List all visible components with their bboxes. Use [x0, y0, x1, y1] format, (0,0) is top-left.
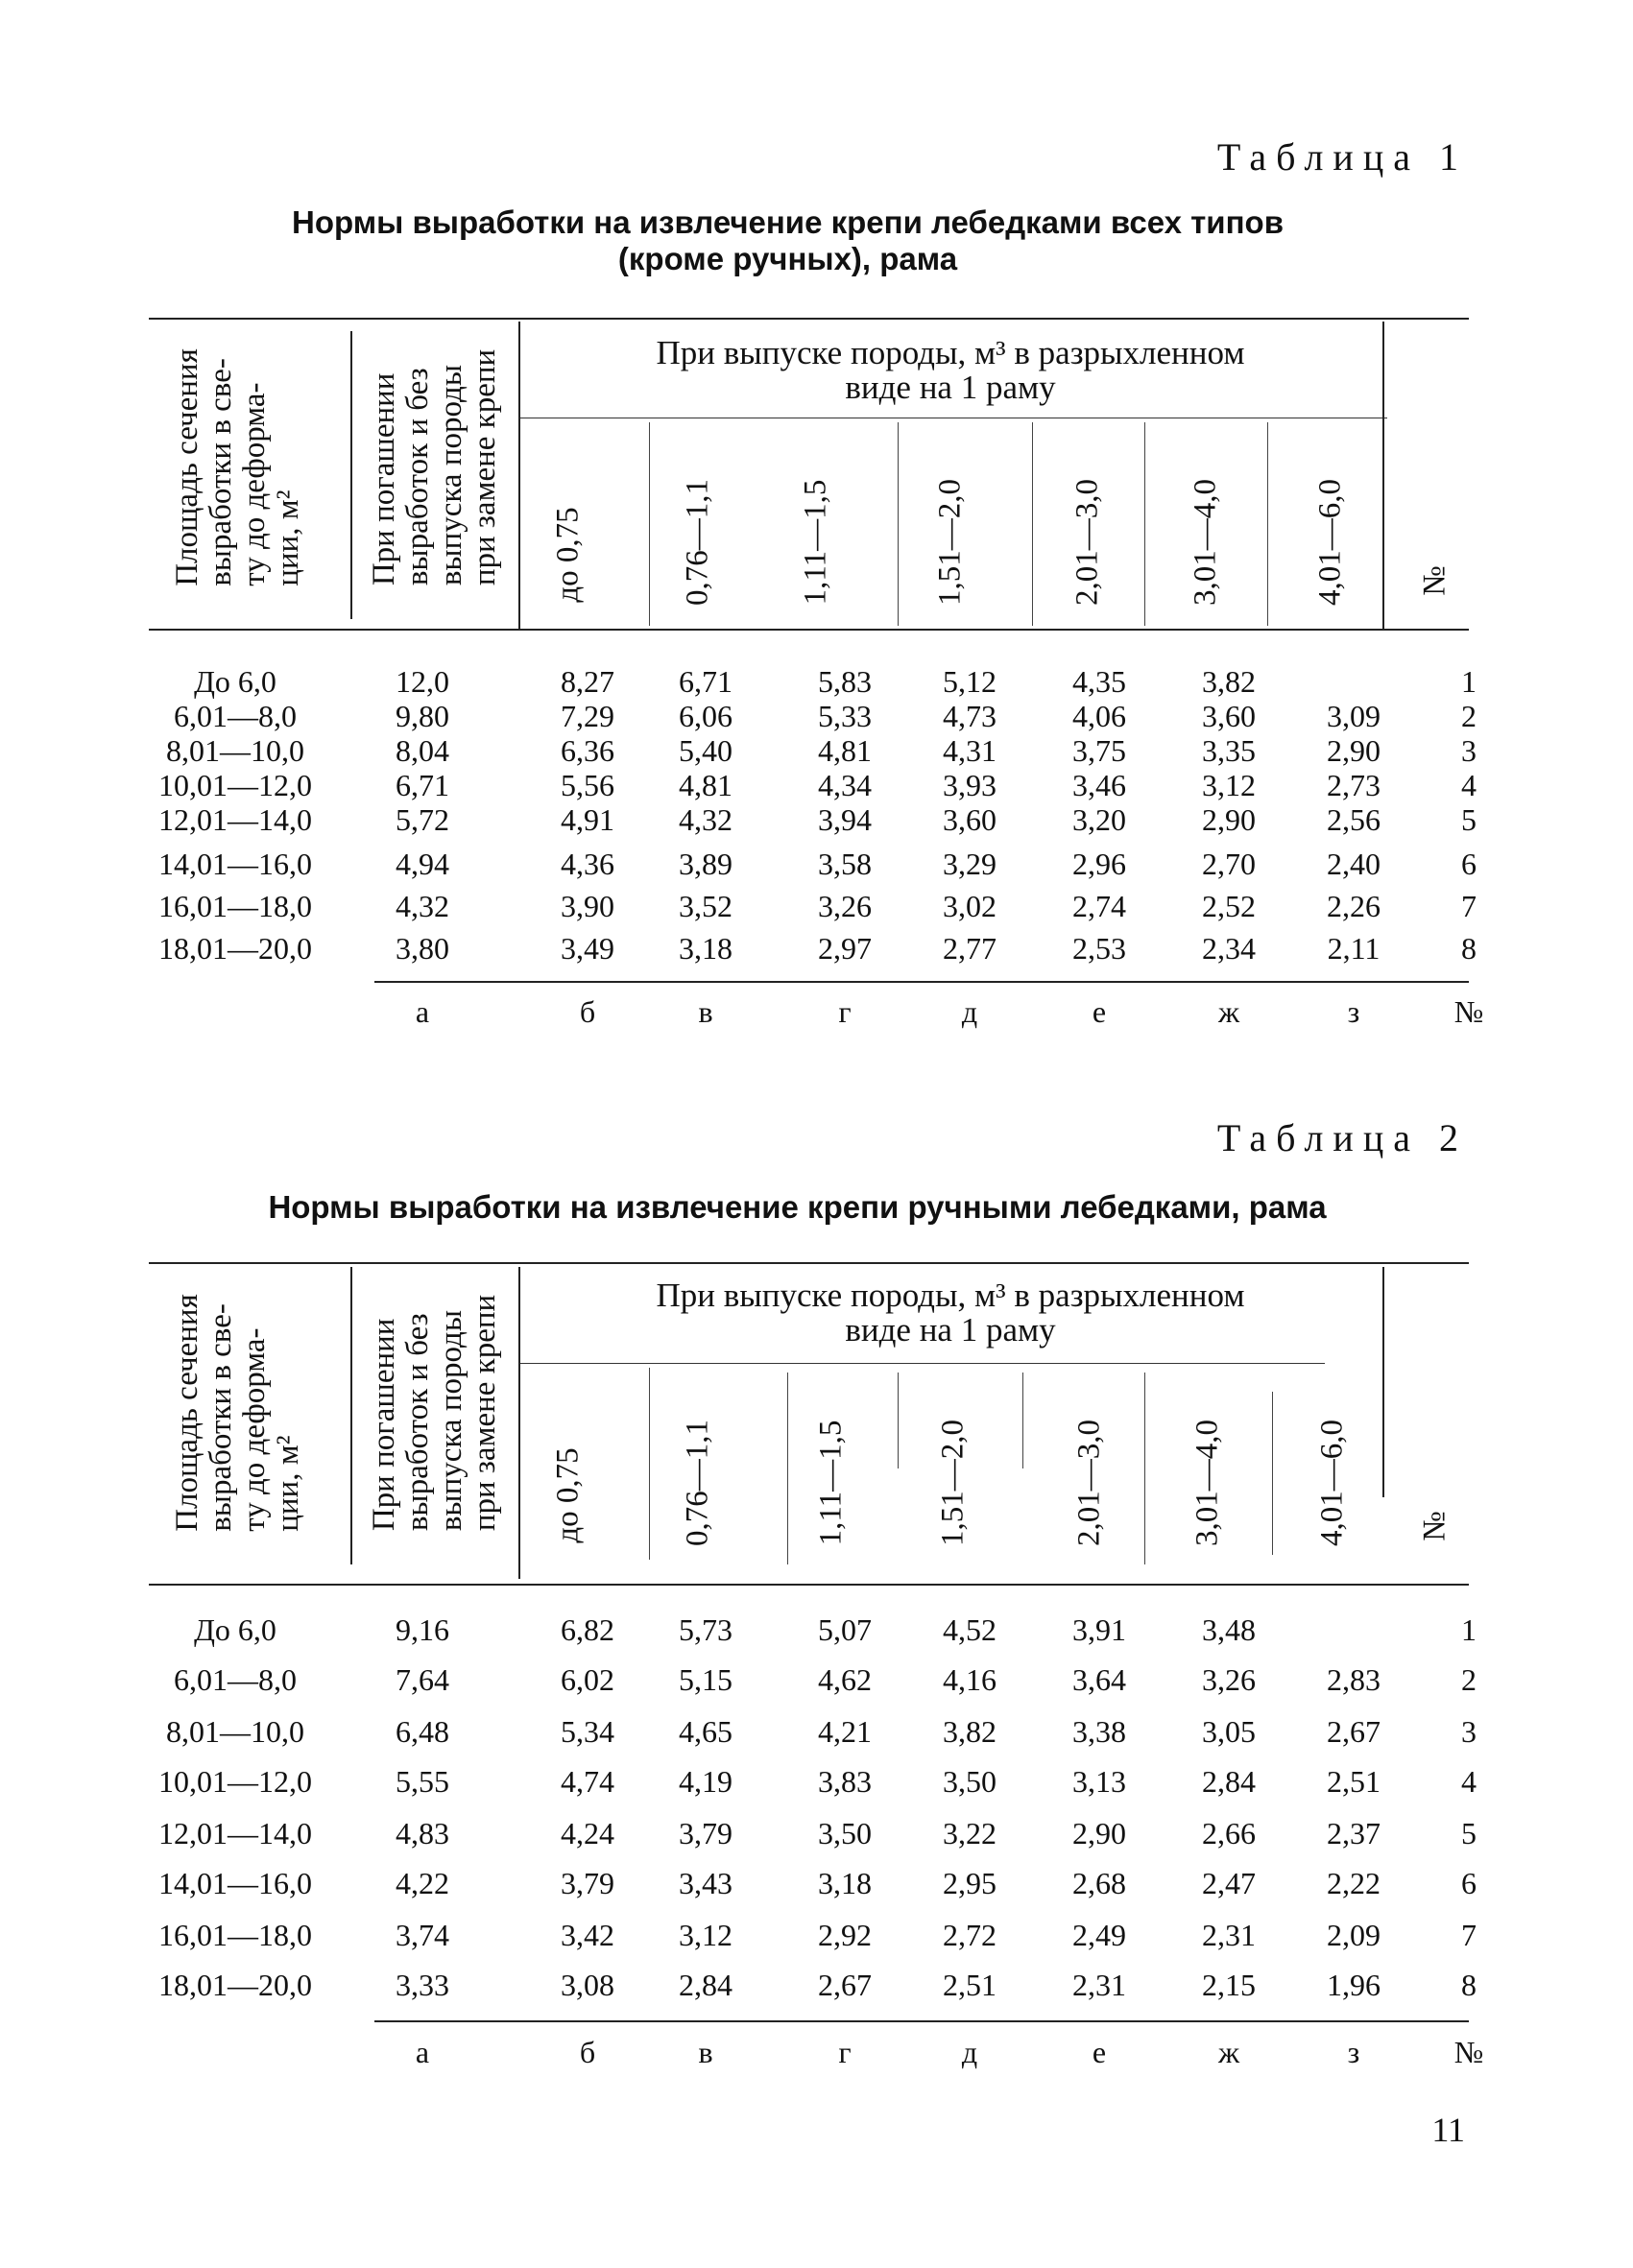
row-area: 18,01—20,0 [158, 1968, 312, 2002]
row-area: 16,01—18,0 [158, 1918, 312, 1952]
table1-caption: Таблица 1 [1216, 135, 1468, 179]
table-cell: 3,93 [943, 768, 997, 802]
table-cell: 2,72 [943, 1918, 997, 1952]
table2-range-3: 1,51—2,0 [935, 1420, 971, 1546]
table-cell: 6,48 [396, 1714, 449, 1749]
table-cell: 2,70 [1202, 847, 1256, 881]
table-cell: 3,09 [1327, 699, 1381, 733]
column-letter: в [698, 994, 713, 1029]
table-cell: 2,74 [1072, 889, 1126, 923]
row-area: 14,01—16,0 [158, 847, 312, 881]
table-cell: 6,71 [396, 768, 449, 802]
table-cell: 2,47 [1202, 1866, 1256, 1900]
column-letter: а [415, 2035, 430, 2069]
table-cell: 2,51 [943, 1968, 997, 2002]
table-cell: 4,62 [818, 1662, 872, 1697]
table-cell: 5,12 [943, 664, 997, 699]
table-cell: 3,12 [679, 1918, 732, 1952]
row-number: 3 [1461, 1714, 1477, 1749]
column-letter: г [838, 994, 852, 1029]
table-cell: 3,48 [1202, 1612, 1256, 1647]
table-cell: 4,22 [396, 1866, 449, 1900]
table-cell: 2,90 [1327, 733, 1381, 768]
table2-range-0: до 0,75 [550, 1447, 586, 1543]
table-cell: 6,71 [679, 664, 732, 699]
row-area: До 6,0 [194, 664, 276, 699]
table-cell: 3,49 [561, 931, 614, 966]
table1-range-2: 1,11—1,5 [798, 479, 833, 606]
table-cell: 2,68 [1072, 1866, 1126, 1900]
table-cell: 5,56 [561, 768, 614, 802]
table-cell: 3,75 [1072, 733, 1126, 768]
table2-range-5: 3,01—4,0 [1189, 1420, 1225, 1546]
column-letter: е [1092, 994, 1107, 1029]
table-cell: 2,34 [1202, 931, 1256, 966]
table-cell: 4,74 [561, 1764, 614, 1799]
column-letter: № [1453, 2035, 1484, 2069]
table-cell: 5,83 [818, 664, 872, 699]
table-cell: 6,06 [679, 699, 732, 733]
table-cell: 3,60 [943, 802, 997, 837]
table-cell: 4,94 [396, 847, 449, 881]
table-cell: 5,07 [818, 1612, 872, 1647]
table2-header-no: № [1417, 1511, 1453, 1541]
table-cell: 2,90 [1072, 1816, 1126, 1850]
row-area: 18,01—20,0 [158, 931, 312, 966]
table-cell: 3,82 [1202, 664, 1256, 699]
column-letter: б [579, 994, 596, 1029]
table-cell: 3,82 [943, 1714, 997, 1749]
table1-header-release: При выпуске породы, м³ в разрыхленном виде на 1 раму [656, 334, 1245, 406]
table-cell: 3,50 [943, 1764, 997, 1799]
table-cell: 3,12 [1202, 768, 1256, 802]
table-cell: 3,94 [818, 802, 872, 837]
table-cell: 4,35 [1072, 664, 1126, 699]
table1-title-line1: Нормы выработки на извлечение крепи лебедками всех типов [292, 204, 1284, 240]
table-cell: 3,38 [1072, 1714, 1126, 1749]
row-number: 4 [1461, 1764, 1477, 1799]
table-cell: 4,32 [396, 889, 449, 923]
row-number: 2 [1461, 1662, 1477, 1697]
table-cell: 4,52 [943, 1612, 997, 1647]
table-cell: 9,16 [396, 1612, 449, 1647]
table-cell: 3,18 [818, 1866, 872, 1900]
row-area: 14,01—16,0 [158, 1866, 312, 1900]
row-area: 12,01—14,0 [158, 802, 312, 837]
table-cell: 2,56 [1327, 802, 1381, 837]
table-cell: 3,42 [561, 1918, 614, 1952]
table2-header-release: При выпуске породы, м³ в разрыхленном виде на 1 раму [656, 1277, 1245, 1349]
column-letter: д [961, 994, 978, 1029]
table-cell: 3,29 [943, 847, 997, 881]
table2-header-extinguish: При погашении выработок и без выпуска породы при замене крепи [367, 1294, 502, 1532]
table-cell: 3,05 [1202, 1714, 1256, 1749]
row-number: 5 [1461, 1816, 1477, 1850]
table-cell: 4,65 [679, 1714, 732, 1749]
row-area: 10,01—12,0 [158, 768, 312, 802]
table-cell: 3,02 [943, 889, 997, 923]
table-cell: 2,09 [1327, 1918, 1381, 1952]
table1-range-1: 0,76—1,1 [680, 479, 715, 606]
table-cell: 3,74 [396, 1918, 449, 1952]
row-area: 6,01—8,0 [174, 699, 297, 733]
table1-range-4: 2,01—3,0 [1069, 479, 1105, 606]
table-cell: 2,84 [679, 1968, 732, 2002]
row-number: 2 [1461, 699, 1477, 733]
table-cell: 2,67 [818, 1968, 872, 2002]
table-cell: 3,60 [1202, 699, 1256, 733]
column-letter: з [1347, 994, 1360, 1029]
table-cell: 2,11 [1327, 931, 1381, 966]
table-cell: 3,22 [943, 1816, 997, 1850]
table-cell: 4,06 [1072, 699, 1126, 733]
table-cell: 4,36 [561, 847, 614, 881]
table-cell: 2,22 [1327, 1866, 1381, 1900]
table-cell: 2,51 [1327, 1764, 1381, 1799]
row-area: До 6,0 [194, 1612, 276, 1647]
table-cell: 7,64 [396, 1662, 449, 1697]
table2-range-2: 1,11—1,5 [813, 1420, 849, 1546]
table-cell: 3,33 [396, 1968, 449, 2002]
table-cell: 4,83 [396, 1816, 449, 1850]
table-cell: 2,92 [818, 1918, 872, 1952]
table-cell: 2,66 [1202, 1816, 1256, 1850]
table1-header-no: № [1417, 565, 1453, 596]
table-cell: 8,04 [396, 733, 449, 768]
table-cell: 3,08 [561, 1968, 614, 2002]
table-cell: 2,15 [1202, 1968, 1256, 2002]
table-cell: 4,19 [679, 1764, 732, 1799]
table-cell: 2,77 [943, 931, 997, 966]
table-cell: 2,31 [1072, 1968, 1126, 2002]
table-cell: 3,90 [561, 889, 614, 923]
table-cell: 3,18 [679, 931, 732, 966]
table-cell: 5,34 [561, 1714, 614, 1749]
table-cell: 4,81 [818, 733, 872, 768]
table2-header-area: Площадь сечения выработки в све- ту до деформа- ции, м² [170, 1294, 305, 1532]
table-cell: 1,96 [1327, 1968, 1381, 2002]
row-number: 8 [1461, 931, 1477, 966]
row-area: 8,01—10,0 [166, 733, 304, 768]
table-cell: 3,89 [679, 847, 732, 881]
table-cell: 7,29 [561, 699, 614, 733]
table-cell: 6,02 [561, 1662, 614, 1697]
table-cell: 2,73 [1327, 768, 1381, 802]
table-cell: 3,79 [561, 1866, 614, 1900]
table-cell: 2,97 [818, 931, 872, 966]
row-area: 16,01—18,0 [158, 889, 312, 923]
column-letter: г [838, 2035, 852, 2069]
table-cell: 9,80 [396, 699, 449, 733]
column-letter: ж [1217, 994, 1240, 1029]
row-number: 3 [1461, 733, 1477, 768]
table-cell: 4,21 [818, 1714, 872, 1749]
table-cell: 5,73 [679, 1612, 732, 1647]
row-number: 6 [1461, 847, 1477, 881]
row-number: 1 [1461, 664, 1477, 699]
table-cell: 3,46 [1072, 768, 1126, 802]
table-cell: 4,16 [943, 1662, 997, 1697]
table-cell: 2,96 [1072, 847, 1126, 881]
row-number: 7 [1461, 1918, 1477, 1952]
table-cell: 5,55 [396, 1764, 449, 1799]
table2-range-1: 0,76—1,1 [680, 1420, 715, 1546]
table1-range-3: 1,51—2,0 [932, 479, 968, 606]
table-cell: 4,73 [943, 699, 997, 733]
table2-range-4: 2,01—3,0 [1071, 1420, 1107, 1546]
table-cell: 2,40 [1327, 847, 1381, 881]
table-cell: 4,32 [679, 802, 732, 837]
table-cell: 2,26 [1327, 889, 1381, 923]
column-letter: ж [1217, 2035, 1240, 2069]
table-cell: 2,49 [1072, 1918, 1126, 1952]
row-area: 6,01—8,0 [174, 1662, 297, 1697]
table-cell: 5,15 [679, 1662, 732, 1697]
table-cell: 4,81 [679, 768, 732, 802]
table-cell: 2,95 [943, 1866, 997, 1900]
table-cell: 5,72 [396, 802, 449, 837]
table-cell: 2,52 [1202, 889, 1256, 923]
table-cell: 5,40 [679, 733, 732, 768]
table-cell: 3,20 [1072, 802, 1126, 837]
table2-title: Нормы выработки на извлечение крепи ручными лебедками, рама [268, 1189, 1327, 1225]
row-number: 7 [1461, 889, 1477, 923]
table1-header-extinguish: При погашении выработок и без выпуска породы при замене крепи [367, 348, 502, 586]
table-cell: 2,84 [1202, 1764, 1256, 1799]
table-cell: 3,58 [818, 847, 872, 881]
row-area: 12,01—14,0 [158, 1816, 312, 1850]
table2-range-6: 4,01—6,0 [1314, 1420, 1350, 1546]
column-letter: з [1347, 2035, 1360, 2069]
table-cell: 3,50 [818, 1816, 872, 1850]
table-cell: 2,37 [1327, 1816, 1381, 1850]
table-cell: 3,13 [1072, 1764, 1126, 1799]
table-cell: 3,43 [679, 1866, 732, 1900]
column-letter: д [961, 2035, 978, 2069]
row-number: 4 [1461, 768, 1477, 802]
table1-range-6: 4,01—6,0 [1312, 479, 1348, 606]
table-cell: 2,53 [1072, 931, 1126, 966]
row-number: 1 [1461, 1612, 1477, 1647]
table-cell: 3,79 [679, 1816, 732, 1850]
column-letter: № [1453, 994, 1484, 1029]
table1-range-5: 3,01—4,0 [1188, 479, 1223, 606]
row-number: 8 [1461, 1968, 1477, 2002]
column-letter: в [698, 2035, 713, 2069]
table-cell: 12,0 [396, 664, 449, 699]
column-letter: б [579, 2035, 596, 2069]
table-cell: 3,64 [1072, 1662, 1126, 1697]
table2-caption: Таблица 2 [1216, 1116, 1468, 1159]
table-cell: 3,52 [679, 889, 732, 923]
table-cell: 2,90 [1202, 802, 1256, 837]
table-cell: 5,33 [818, 699, 872, 733]
table-cell: 3,91 [1072, 1612, 1126, 1647]
row-number: 5 [1461, 802, 1477, 837]
table-cell: 3,83 [818, 1764, 872, 1799]
table-cell: 3,35 [1202, 733, 1256, 768]
table-cell: 3,26 [1202, 1662, 1256, 1697]
row-area: 8,01—10,0 [166, 1714, 304, 1749]
table-cell: 4,31 [943, 733, 997, 768]
table-cell: 2,31 [1202, 1918, 1256, 1952]
table1-title-line2: (кроме ручных), рама [617, 241, 958, 276]
table-cell: 6,82 [561, 1612, 614, 1647]
table1-header-area: Площадь сечения выработки в све- ту до деформа- ции, м² [170, 348, 305, 586]
table-cell: 3,26 [818, 889, 872, 923]
table-cell: 6,36 [561, 733, 614, 768]
page-number: 11 [1431, 2111, 1465, 2149]
table1-range-0: до 0,75 [550, 507, 586, 603]
table-cell: 4,91 [561, 802, 614, 837]
column-letter: а [415, 994, 430, 1029]
table-cell: 4,24 [561, 1816, 614, 1850]
table-cell: 4,34 [818, 768, 872, 802]
table-cell: 8,27 [561, 664, 614, 699]
table-cell: 2,83 [1327, 1662, 1381, 1697]
row-number: 6 [1461, 1866, 1477, 1900]
column-letter: е [1092, 2035, 1107, 2069]
table-cell: 2,67 [1327, 1714, 1381, 1749]
row-area: 10,01—12,0 [158, 1764, 312, 1799]
table-cell: 3,80 [396, 931, 449, 966]
